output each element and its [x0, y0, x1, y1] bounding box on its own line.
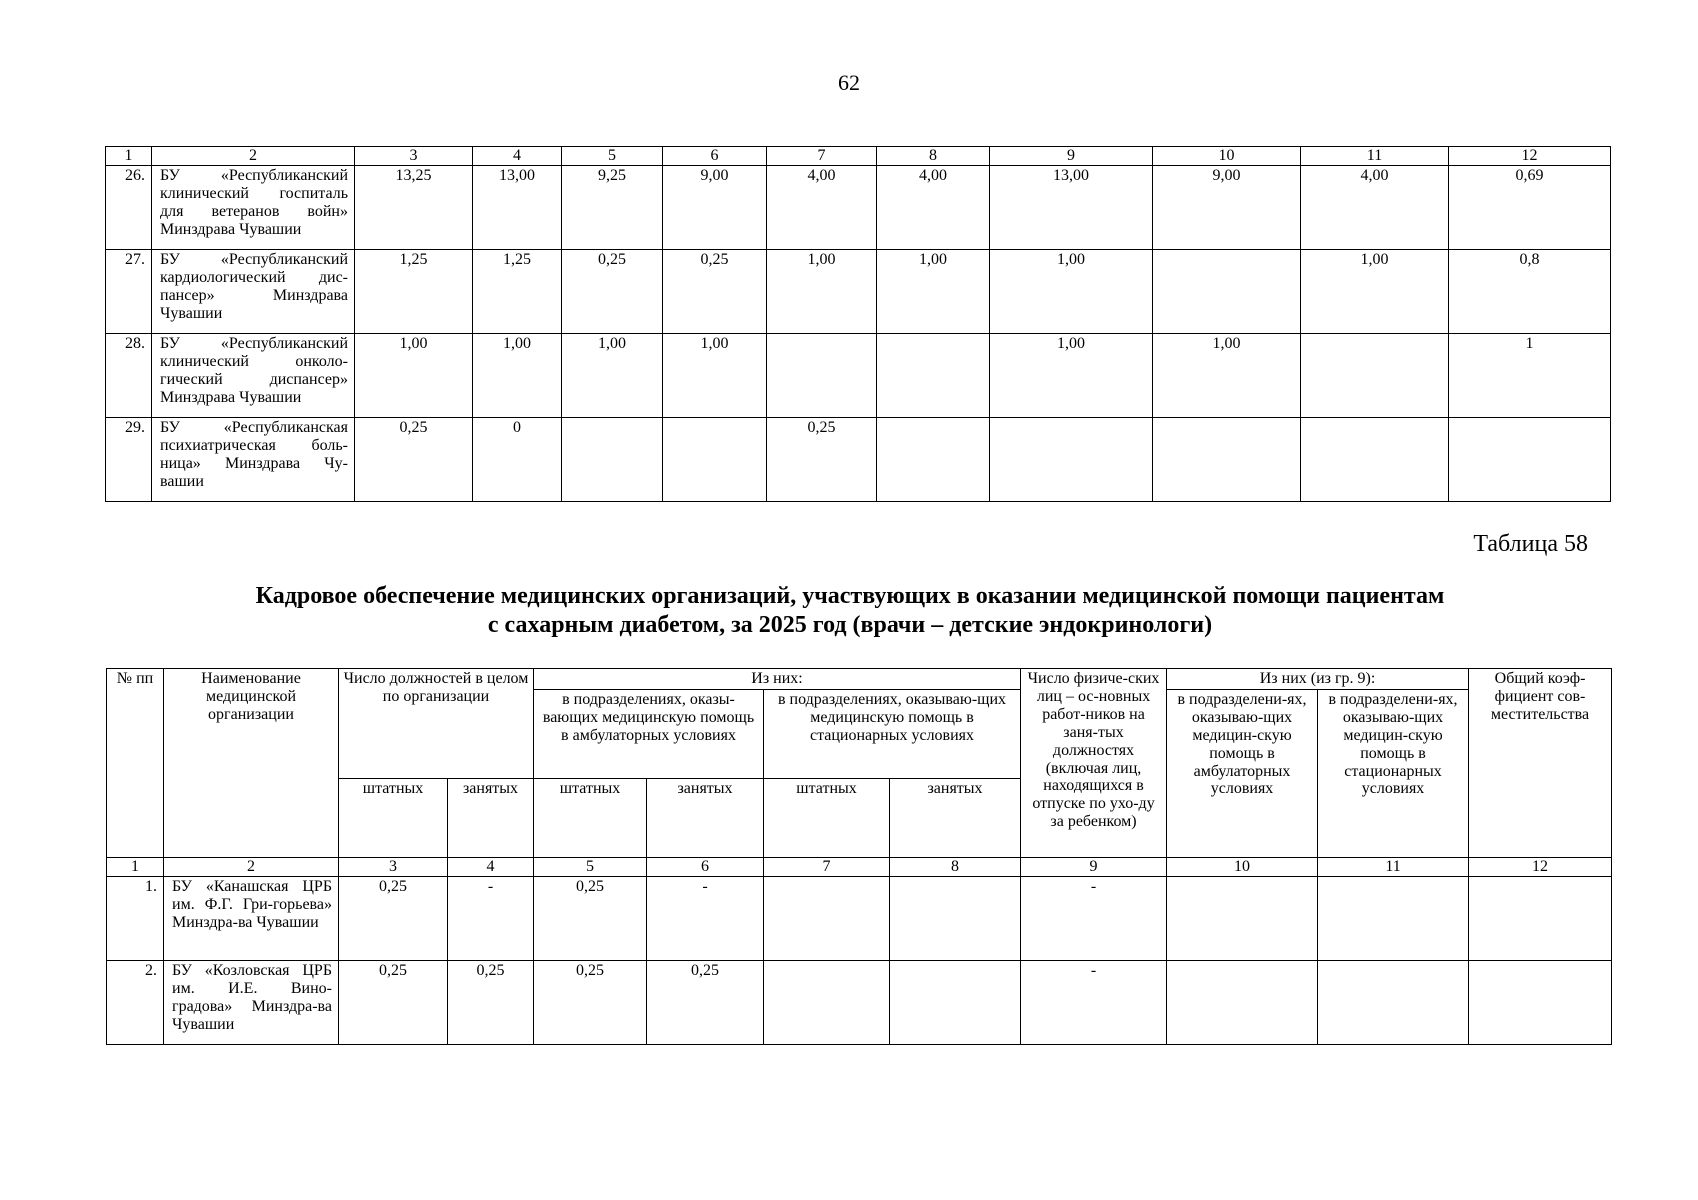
header-staff: штатных	[764, 778, 890, 857]
column-number: 11	[1318, 857, 1469, 876]
column-number: 12	[1449, 147, 1611, 166]
header-occupied: занятых	[647, 778, 764, 857]
cell	[1167, 960, 1318, 1044]
cell: 13,25	[355, 165, 473, 249]
table-row	[107, 960, 1612, 1044]
cell: 9,00	[663, 165, 767, 249]
cell: 1,00	[877, 249, 990, 333]
column-number: 7	[767, 147, 877, 166]
cell: 9,25	[562, 165, 663, 249]
table-label: Таблица 58	[1473, 531, 1588, 557]
cell	[1153, 249, 1301, 333]
column-number: 8	[877, 147, 990, 166]
cell	[1318, 960, 1469, 1044]
column-number: 9	[990, 147, 1153, 166]
organization-name: БУ «Канашская ЦРБ им. Ф.Г. Гри-горьева» Минздра-ва Чувашии	[164, 876, 339, 960]
column-number: 3	[339, 857, 448, 876]
column-number: 1	[106, 147, 152, 166]
cell: 1,25	[355, 249, 473, 333]
cell: 0,25	[767, 417, 877, 501]
header-organization: Наименование медицинской организации	[164, 669, 339, 858]
cell	[877, 333, 990, 417]
column-number: 5	[534, 857, 647, 876]
cell: -	[1021, 960, 1167, 1044]
cell: 0,69	[1449, 165, 1611, 249]
table-row	[107, 876, 1612, 960]
cell: 1,00	[562, 333, 663, 417]
column-number: 5	[562, 147, 663, 166]
cell	[764, 960, 890, 1044]
cell: 1,00	[473, 333, 562, 417]
cell: 0,25	[339, 960, 448, 1044]
cell	[990, 417, 1153, 501]
column-number: 10	[1167, 857, 1318, 876]
cell: 0,25	[562, 249, 663, 333]
header-staff: штатных	[339, 778, 448, 857]
column-number: 9	[1021, 857, 1167, 876]
cell	[1167, 876, 1318, 960]
cell: 13,00	[473, 165, 562, 249]
cell: 1,00	[990, 249, 1153, 333]
organization-name: БУ «Республиканский клинический госпиталь для ветеранов войн» Минздрава Чувашии	[152, 165, 355, 249]
column-number-row	[106, 147, 1611, 166]
header-occupied: занятых	[448, 778, 534, 857]
column-number: 1	[107, 857, 164, 876]
table-continuation	[105, 146, 1611, 502]
cell	[1469, 960, 1612, 1044]
cell: 4,00	[1301, 165, 1449, 249]
cell	[1153, 417, 1301, 501]
cell	[1449, 417, 1611, 501]
cell	[890, 960, 1021, 1044]
cell: 1,00	[355, 333, 473, 417]
row-number: 1.	[107, 876, 164, 960]
cell: 1,00	[663, 333, 767, 417]
header-positions-total: Число должностей в целом по организации	[339, 669, 534, 779]
header-persons-stationary: в подразделени-ях, оказываю-щих медицин-скую помощь в стационарных условиях	[1318, 689, 1469, 857]
cell: 0,25	[339, 876, 448, 960]
table-row	[106, 333, 1611, 417]
header-ambulatory: в подразделениях, оказы-вающих медицинскую помощь в амбулаторных условиях	[534, 689, 764, 778]
cell: 1,25	[473, 249, 562, 333]
header-persons: Число физиче-ских лиц – ос-новных работ-ников на заня-тых должностях (включая лиц, находящихся в отпуске по ухо-ду за ребенком)	[1021, 669, 1167, 858]
column-number: 2	[152, 147, 355, 166]
column-number: 4	[448, 857, 534, 876]
cell: 4,00	[767, 165, 877, 249]
header-staff: штатных	[534, 778, 647, 857]
cell: 9,00	[1153, 165, 1301, 249]
column-number: 2	[164, 857, 339, 876]
cell	[764, 876, 890, 960]
cell: 0,25	[534, 960, 647, 1044]
cell: 13,00	[990, 165, 1153, 249]
column-number: 3	[355, 147, 473, 166]
column-number-row	[107, 857, 1612, 876]
organization-name: БУ «Козловская ЦРБ им. И.Е. Вино-градова» Минздра-ва Чувашии	[164, 960, 339, 1044]
header-number: № пп	[107, 669, 164, 858]
cell: 0,25	[355, 417, 473, 501]
cell: 1,00	[1153, 333, 1301, 417]
header-stationary: в подразделениях, оказываю-щих медицинскую помощь в стационарных условиях	[764, 689, 1021, 778]
header-coefficient: Общий коэф-фициент сов-местительства	[1469, 669, 1612, 858]
cell: 1	[1449, 333, 1611, 417]
cell	[1318, 876, 1469, 960]
table-row	[106, 417, 1611, 501]
organization-name: БУ «Республиканский кардиологический дис-пансер» Минздрава Чувашии	[152, 249, 355, 333]
organization-name: БУ «Республиканская психиатрическая боль-ница» Минздрава Чу-вашии	[152, 417, 355, 501]
table-row	[106, 165, 1611, 249]
cell	[1301, 333, 1449, 417]
page-number: 62	[838, 70, 860, 95]
cell: 0,25	[663, 249, 767, 333]
table-row	[106, 249, 1611, 333]
cell	[1301, 417, 1449, 501]
row-number: 27.	[106, 249, 152, 333]
cell: 4,00	[877, 165, 990, 249]
column-number: 11	[1301, 147, 1449, 166]
cell	[562, 417, 663, 501]
row-number: 26.	[106, 165, 152, 249]
staffing-table	[106, 668, 1612, 1045]
cell: 0,25	[534, 876, 647, 960]
cell: -	[647, 876, 764, 960]
cell	[877, 417, 990, 501]
table-title-line-2: с сахарным диабетом, за 2025 год (врачи – детские эндокринологи)	[487, 612, 1213, 639]
cell: 0	[473, 417, 562, 501]
column-number: 8	[890, 857, 1021, 876]
cell: 0,8	[1449, 249, 1611, 333]
row-number: 2.	[107, 960, 164, 1044]
cell: 1,00	[1301, 249, 1449, 333]
column-number: 6	[647, 857, 764, 876]
column-number: 10	[1153, 147, 1301, 166]
cell	[663, 417, 767, 501]
row-number: 29.	[106, 417, 152, 501]
organization-name: БУ «Республиканский клинический онколо-гический диспансер» Минздрава Чувашии	[152, 333, 355, 417]
cell: 1,00	[767, 249, 877, 333]
cell: 1,00	[990, 333, 1153, 417]
cell: 0,25	[448, 960, 534, 1044]
cell	[1469, 876, 1612, 960]
column-number: 12	[1469, 857, 1612, 876]
cell	[767, 333, 877, 417]
cell: -	[1021, 876, 1167, 960]
table-title	[120, 582, 1580, 641]
header-of-them-gr9: Из них (из гр. 9):	[1167, 669, 1469, 690]
row-number: 28.	[106, 333, 152, 417]
header-persons-ambulatory: в подразделени-ях, оказываю-щих медицин-скую помощь в амбулаторных условиях	[1167, 689, 1318, 857]
header-of-them: Из них:	[534, 669, 1021, 690]
column-number: 4	[473, 147, 562, 166]
header-row-1	[107, 669, 1612, 690]
cell	[890, 876, 1021, 960]
header-occupied: занятых	[890, 778, 1021, 857]
cell: 0,25	[647, 960, 764, 1044]
cell: -	[448, 876, 534, 960]
table-title-line-1: Кадровое обеспечение медицинских организаций, участвующих в оказании медицинской помощи пациентам	[255, 583, 1445, 609]
column-number: 7	[764, 857, 890, 876]
column-number: 6	[663, 147, 767, 166]
